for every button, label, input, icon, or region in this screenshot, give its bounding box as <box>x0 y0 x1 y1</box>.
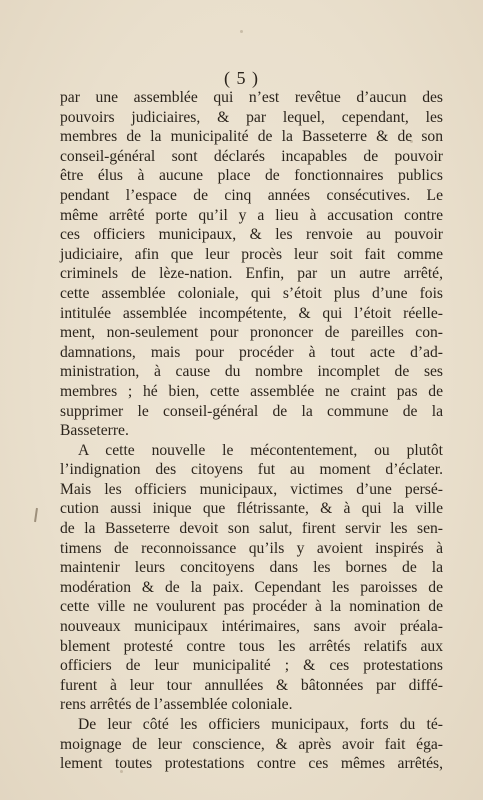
text-line: de la Basseterre devoit son salut, firent servir les sen- <box>60 520 443 538</box>
text-line: être élus à aucune place de fonctionnaires publics <box>60 167 443 185</box>
text-line: membres ; hé bien, cette assemblée ne craint pas de <box>60 382 443 400</box>
text-line: ministration, à cause du nombre incomplet de ses <box>60 363 443 381</box>
text-line: cette ville ne voulurent pas procéder à la nomination de <box>60 598 443 616</box>
text-line: moignage de leur conscience, & après avoir fait éga- <box>60 735 443 753</box>
text-line: modération & de la paix. Cependant les paroisses de <box>60 578 443 596</box>
text-line: A cette nouvelle le mécontentement, ou plutôt <box>78 441 443 459</box>
text-line: même arrêté porte qu’il y a lieu à accusation contre <box>60 206 443 224</box>
text-line: cette assemblée coloniale, qui s’étoit plus d’une fois <box>60 284 443 302</box>
text-line: officiers de leur municipalité ; & ces protestations <box>60 657 443 675</box>
text-line: Basseterre. <box>60 422 129 440</box>
text-line: supprimer le conseil-général de la commune de la <box>60 402 443 420</box>
text-line: timens de reconnoissance qu’ils y avoient inspirés à <box>60 539 443 557</box>
text-line: judiciaire, afin que leur procès leur soit fait comme <box>60 245 443 263</box>
text-line: damnations, mais pour procéder à tout acte d’ad- <box>60 343 443 361</box>
paper-speck <box>120 770 123 773</box>
paper-speck <box>240 30 243 33</box>
text-line: De leur côté les officiers municipaux, forts du té- <box>78 716 443 733</box>
text-line: lement toutes protestations contre ces mêmes arrêtés, <box>60 755 443 773</box>
margin-ink-mark <box>34 508 38 522</box>
text-line: rens arrêtés de l’assemblée coloniale. <box>60 696 293 714</box>
text-line: membres de la municipalité de la Basseterre & de son <box>60 128 443 146</box>
text-line: pendant l’espace de cinq années consécutives. Le <box>60 186 443 204</box>
text-line: Mais les officiers municipaux, victimes d’une persé- <box>60 480 443 498</box>
paper-speck <box>410 140 413 143</box>
text-line: intitulée assemblée incompétente, & qui l’étoit réelle- <box>60 304 443 322</box>
text-line: ces officiers municipaux, & les renvoie au pouvoir <box>60 226 443 244</box>
text-line: l’indignation des citoyens fut au moment d’éclater. <box>60 461 443 479</box>
text-line: maintenir leurs concitoyens dans les bornes de la <box>60 559 443 577</box>
text-line: ment, non-seulement pour prononcer de pareilles con- <box>60 324 443 342</box>
page-number: ( 5 ) <box>224 68 259 88</box>
text-line: furent à leur tour annullées & bâtonnées par diffé- <box>60 676 443 694</box>
body-text <box>60 88 443 774</box>
text-line: conseil-général sont déclarés incapables de pouvoir <box>60 147 443 165</box>
text-line: nouveaux municipaux intérimaires, sans avoir préala- <box>60 618 443 636</box>
text-line: cution aussi inique que flétrissante, & à qui la ville <box>60 500 443 518</box>
text-line: criminels de lèze-nation. Enfin, par un autre arrêté, <box>60 265 443 283</box>
text-line: par une assemblée qui n’est revêtue d’aucun des <box>60 89 443 106</box>
text-line: blement protesté contre tous les arrêtés relatifs aux <box>60 637 443 655</box>
text-line: pouvoirs judiciaires, & par lequel, cependant, les <box>60 108 443 126</box>
